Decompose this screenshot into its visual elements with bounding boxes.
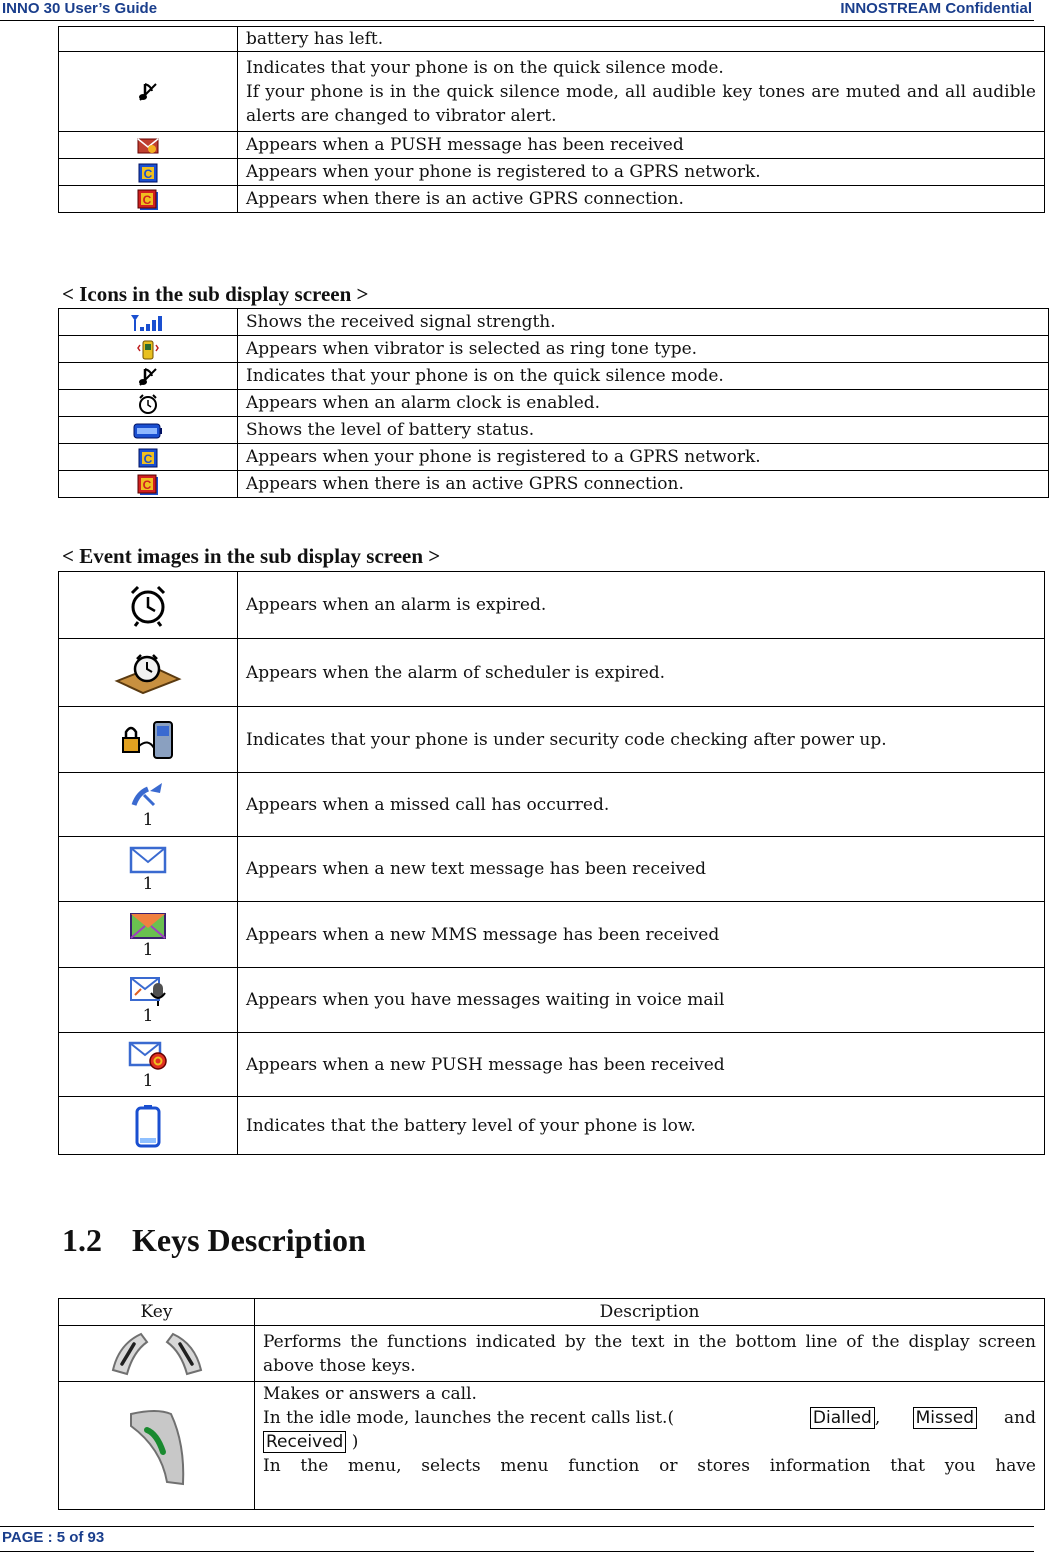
alarm-expired-icon: [126, 595, 170, 615]
received-tab: Received: [263, 1431, 346, 1453]
alarm-clock-icon: [137, 393, 159, 413]
row-text-line1: Makes or answers a call.: [263, 1384, 477, 1404]
table-row: [59, 837, 1045, 902]
table-row: [59, 363, 1049, 390]
row-text: Appears when your phone is registered to a GPRS network.: [238, 159, 1045, 186]
gprs-active-icon: [137, 474, 159, 494]
scheduler-alarm-icon: [113, 662, 183, 682]
table-row: [59, 309, 1049, 336]
table-row: [59, 1382, 1045, 1510]
header-confidential: INNOSTREAM Confidential: [840, 0, 1032, 17]
vibrator-icon: [137, 339, 159, 359]
row-text: Indicates that your phone is on the quick silence mode.: [246, 57, 724, 78]
table-row: [59, 1326, 1045, 1382]
text-message-icon: [129, 850, 167, 870]
table-row: [59, 968, 1045, 1033]
row-text: Performs the functions indicated by the text in the bottom line of the display screen above those keys.: [255, 1326, 1045, 1382]
security-code-icon: [120, 729, 176, 749]
event-count: 1: [142, 939, 154, 960]
table-row: [59, 707, 1045, 773]
row-text: Appears when there is an active GPRS connection.: [238, 186, 1045, 213]
table-header-row: [59, 1299, 1045, 1326]
gprs-registered-icon: [138, 447, 158, 467]
row-text-line3: In the menu, selects menu function or stores information that you have: [263, 1456, 1036, 1476]
table-row: [59, 186, 1045, 213]
page-number: PAGE : 5 of 93: [2, 1529, 105, 1546]
row-text: Appears when a missed call has occurred.: [238, 773, 1045, 837]
missed-tab: Missed: [913, 1407, 977, 1429]
row-text: Appears when a new text message has been received: [238, 837, 1045, 902]
row-text: Appears when the alarm of scheduler is expired.: [238, 639, 1045, 707]
table-row: [59, 390, 1049, 417]
event-count: 1: [142, 1070, 154, 1091]
silence-icon: [137, 82, 159, 102]
row-text-detail: If your phone is in the quick silence mode, all audible key tones are muted and all audible alerts are changed to vibrator alert.: [246, 81, 1036, 126]
table-row: [59, 471, 1049, 498]
sub-icons-table: [58, 308, 1049, 498]
received-line: [263, 1430, 1036, 1454]
row-text: Shows the level of battery status.: [238, 417, 1049, 444]
svg-text:C: C: [142, 192, 152, 207]
row-text: Indicates that your phone is on the quick silence mode.: [238, 363, 1049, 390]
send-key-icon: [127, 1435, 187, 1455]
column-header-key: Key: [59, 1299, 255, 1326]
table-row: [59, 1097, 1045, 1155]
table-row: [59, 572, 1045, 639]
main-icons-table: [58, 26, 1045, 213]
soft-keys-icon: [109, 1343, 205, 1363]
keys-table: [58, 1298, 1045, 1510]
row-text: Appears when a new PUSH message has been received: [238, 1033, 1045, 1097]
event-images-heading: < Event images in the sub display screen >: [62, 544, 441, 568]
row-text: Appears when a new MMS message has been received: [238, 902, 1045, 968]
header-title: INNO 30 User’s Guide: [2, 0, 158, 17]
row-text: Appears when there is an active GPRS connection.: [238, 471, 1049, 498]
table-row: [59, 159, 1045, 186]
mms-message-icon: [129, 915, 167, 935]
close-paren: ): [351, 1432, 359, 1452]
push-message-event-icon: [128, 1045, 168, 1065]
page-footer: [0, 1526, 1034, 1552]
event-count: 1: [142, 1006, 154, 1026]
table-row: [59, 336, 1049, 363]
table-row: [59, 27, 1045, 52]
event-count: 1: [142, 874, 154, 894]
recent-calls-list: Dialled , Missed and: [263, 1406, 1036, 1430]
table-row: [59, 773, 1045, 837]
section-heading: [62, 1222, 366, 1259]
row-text-prefix: In the idle mode, launches the recent calls list.(: [263, 1408, 675, 1428]
dialled-tab: Dialled: [810, 1407, 875, 1429]
missed-call-icon: [130, 785, 166, 805]
row-text: Appears when an alarm clock is enabled.: [238, 390, 1049, 417]
table-row: [59, 902, 1045, 968]
signal-strength-icon: [130, 312, 166, 332]
gprs-registered-icon: [138, 162, 158, 182]
gprs-active-icon: [137, 189, 159, 209]
row-text: Appears when your phone is registered to a GPRS network.: [238, 444, 1049, 471]
row-text: Shows the received signal strength.: [238, 309, 1049, 336]
page-header: [0, 0, 1034, 21]
row-text: Indicates that your phone is under security code checking after power up.: [238, 707, 1045, 773]
and-text: and: [1004, 1408, 1036, 1428]
voice-mail-icon: [129, 981, 167, 1001]
row-text: Appears when an alarm is expired.: [238, 572, 1045, 639]
table-row: [59, 639, 1045, 707]
svg-text:C: C: [142, 477, 152, 492]
low-battery-icon: [135, 1115, 161, 1135]
row-text: Appears when a PUSH message has been received: [238, 132, 1045, 159]
section-number: 1.2: [62, 1222, 102, 1258]
event-count: 1: [142, 809, 154, 830]
row-text: battery has left.: [238, 27, 1045, 52]
row-text: Appears when vibrator is selected as ring tone type.: [238, 336, 1049, 363]
table-row: [59, 444, 1049, 471]
event-images-table: [58, 571, 1045, 1155]
svg-text:C: C: [143, 166, 153, 181]
push-message-icon: [137, 135, 159, 155]
silence-icon: [137, 366, 159, 386]
table-row: [59, 132, 1045, 159]
battery-icon: [133, 420, 163, 440]
table-row: [59, 417, 1049, 444]
section-title: Keys Description: [132, 1222, 366, 1258]
row-text: Appears when you have messages waiting in voice mail: [238, 968, 1045, 1033]
column-header-description: Description: [255, 1299, 1045, 1326]
svg-text:C: C: [143, 451, 153, 466]
row-text: Indicates that the battery level of your phone is low.: [238, 1097, 1045, 1155]
table-row: [59, 52, 1045, 132]
sub-icons-heading: < Icons in the sub display screen >: [62, 282, 369, 306]
table-row: [59, 1033, 1045, 1097]
